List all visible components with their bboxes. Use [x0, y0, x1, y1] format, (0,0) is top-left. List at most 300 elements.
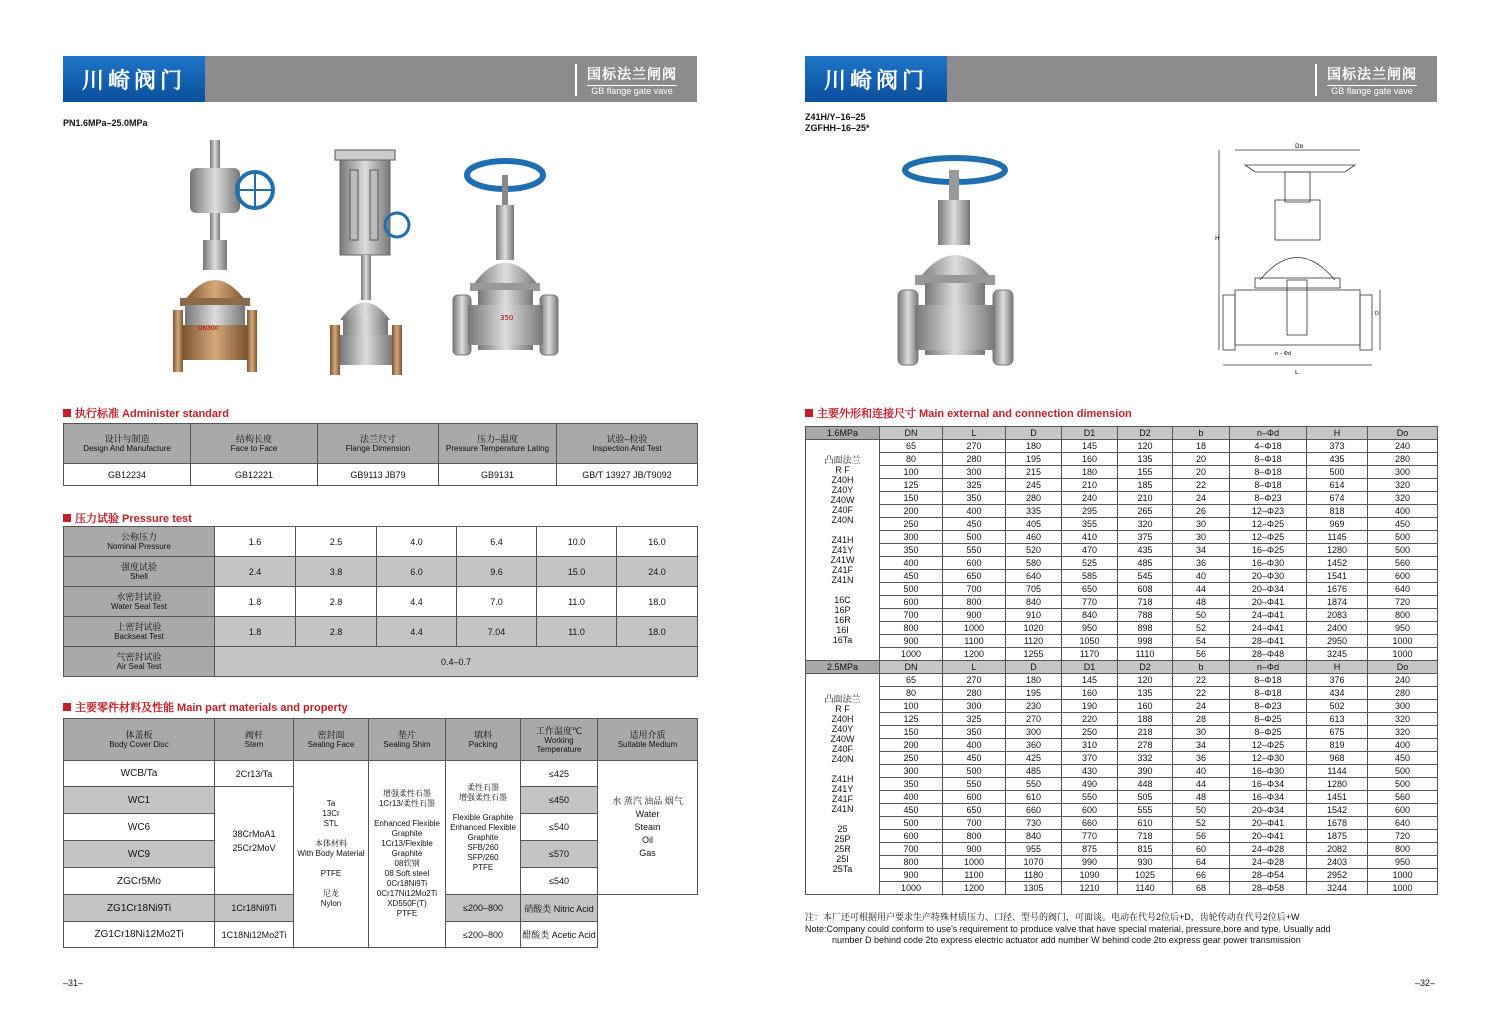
dimension-cell: 150 [880, 492, 943, 505]
dimension-cell: 20–Φ41 [1230, 830, 1307, 843]
dimension-cell: 650 [943, 804, 1006, 817]
dimension-cell: 400 [1368, 505, 1438, 518]
dimension-cell: 800 [1368, 609, 1438, 622]
pressure-value: 6.4 [457, 527, 537, 557]
dimension-cell: 405 [1006, 518, 1062, 531]
dimension-cell: 64 [1173, 856, 1230, 869]
dimension-cell: 373 [1307, 440, 1368, 453]
dimension-cell: 840 [1006, 596, 1062, 609]
standard-header-cell [191, 424, 318, 464]
dimension-cell: 400 [880, 557, 943, 570]
dimension-cell: 360 [1006, 739, 1062, 752]
catalog-section-title [1315, 64, 1417, 96]
dimension-row [806, 739, 1438, 752]
dimension-cell: 20–Φ41 [1230, 817, 1307, 830]
body-material: WC9 [64, 841, 215, 868]
dimension-cell: 600 [943, 557, 1006, 570]
dimension-row [806, 778, 1438, 791]
working-temperature: ≤425 [521, 761, 598, 787]
label-en: Water Seal Test [110, 602, 168, 611]
dimension-cell: 80 [880, 687, 943, 700]
pressure-value: 2.8 [296, 587, 377, 617]
drawing-label: n – Φd [1275, 351, 1291, 357]
standard-value: GB9131 [439, 464, 557, 486]
dimension-cell: 585 [1062, 570, 1118, 583]
header-en: Flange Dimension [345, 444, 411, 453]
dimension-cell: 350 [880, 544, 943, 557]
pressure-value: 18.0 [617, 617, 698, 647]
bullet-square-icon [63, 703, 71, 711]
dimension-cell: 48 [1173, 791, 1230, 804]
dimension-cell: 640 [1368, 583, 1438, 596]
header-cn: 结构长度 [235, 434, 272, 444]
dimension-row [806, 648, 1438, 661]
dimension-row [806, 856, 1438, 869]
dimension-cell: 250 [880, 752, 943, 765]
dimension-cell: 705 [1006, 583, 1062, 596]
dimension-table [805, 426, 1438, 895]
standard-value-row [64, 464, 698, 486]
dimension-row [806, 843, 1438, 856]
dimension-cell: 280 [943, 687, 1006, 700]
dimension-cell: 250 [1062, 726, 1118, 739]
dimension-cell: 1210 [1062, 882, 1118, 895]
dimension-cell: 950 [1368, 622, 1438, 635]
dimension-cell: 40 [1173, 765, 1230, 778]
dimension-row [806, 544, 1438, 557]
dimension-cell: 12–Φ25 [1230, 531, 1307, 544]
dimension-cell: 1090 [1062, 869, 1118, 882]
dimension-row [806, 453, 1438, 466]
dimension-cell: 120 [1118, 440, 1173, 453]
right-header-bar [805, 56, 1437, 102]
dimension-cell: 1451 [1307, 791, 1368, 804]
dimension-cell: 614 [1307, 479, 1368, 492]
dimension-cell: 370 [1062, 752, 1118, 765]
drawing-label: Do [1295, 143, 1304, 150]
pressure-value: 15.0 [537, 557, 617, 587]
dimension-cell: 325 [943, 479, 1006, 492]
dimension-cell: 30 [1173, 726, 1230, 739]
dimension-cell: 1452 [1307, 557, 1368, 570]
dimension-cell: 1100 [943, 869, 1006, 882]
dimension-row [806, 726, 1438, 739]
dimension-cell: 65 [880, 440, 943, 453]
dimension-cell: 550 [1062, 791, 1118, 804]
dimension-cell: 325 [943, 713, 1006, 726]
dimension-cell: 660 [1062, 817, 1118, 830]
dimension-cell: 160 [1062, 687, 1118, 700]
dimension-cell: 600 [880, 830, 943, 843]
header-cn: 压力–温度 [476, 434, 518, 444]
dimension-cell: 320 [1368, 726, 1438, 739]
dimension-cell: 350 [943, 726, 1006, 739]
dimension-cell: 610 [1006, 791, 1062, 804]
dimension-cell: 300 [943, 466, 1006, 479]
pressure-row-label [64, 647, 215, 677]
label-en: Nominal Pressure [107, 542, 171, 551]
header-cn: 适用介质 [629, 730, 666, 740]
working-temperature: ≤450 [521, 787, 598, 814]
valve-photo-pneumatic [325, 145, 415, 380]
dimension-cell: 900 [943, 843, 1006, 856]
dimension-row [806, 570, 1438, 583]
dimension-cell: 240 [1062, 492, 1118, 505]
working-temperature: ≤200–800 [446, 922, 521, 948]
materials-row [64, 761, 698, 787]
dimension-cell: 1110 [1118, 648, 1173, 661]
dimension-cell: 320 [1118, 518, 1173, 531]
dimension-cell: 80 [880, 453, 943, 466]
section-title-en: GB flange gate vave [1327, 85, 1417, 96]
dimension-cell: 22 [1173, 479, 1230, 492]
dimension-cell: 8–Φ25 [1230, 713, 1307, 726]
dimension-cell: 350 [943, 492, 1006, 505]
dimension-cell: 210 [1062, 479, 1118, 492]
dimension-cell: 425 [1006, 752, 1062, 765]
dimension-cell: 660 [1006, 804, 1062, 817]
materials-header-cell [215, 719, 294, 761]
dimension-title-text: 主要外形和连接尺寸 Main external and connection dimension [817, 408, 1132, 420]
pressure-row [64, 647, 698, 677]
dimension-section-title [805, 405, 1132, 421]
packing-material: 柔性石墨 增强柔性石墨 Flexible Graphite Enhanced Flexible Graphite SFB/260 SFP/260 PTFE [446, 761, 521, 895]
dimension-cell: 8–Φ18 [1230, 479, 1307, 492]
dimension-cell: 550 [943, 544, 1006, 557]
standard-header-cell [439, 424, 557, 464]
dimension-cell: 950 [1368, 856, 1438, 869]
header-en: Stem [244, 740, 264, 749]
dimension-cell: 600 [1368, 570, 1438, 583]
pressure-value: 18.0 [617, 587, 698, 617]
pressure-value: 1.6 [215, 527, 296, 557]
dimension-cell: 2952 [1307, 869, 1368, 882]
dimension-cell: 650 [943, 570, 1006, 583]
dimension-cell: 545 [1118, 570, 1173, 583]
dimension-cell: 16–Φ25 [1230, 544, 1307, 557]
dimension-row [806, 674, 1438, 687]
dimension-cell: 1050 [1062, 635, 1118, 648]
pressure-value: 7.0 [457, 587, 537, 617]
dimension-cell: 400 [880, 791, 943, 804]
bullet-square-icon [63, 514, 71, 522]
pressure-value: 2.8 [296, 617, 377, 647]
dimension-row [806, 687, 1438, 700]
stem-material: 1C18Ni12Mo2Ti [215, 922, 294, 948]
pressure-class: 1.6MPa [806, 427, 880, 440]
dimension-cell: 600 [943, 791, 1006, 804]
dimension-cell: 1000 [943, 856, 1006, 869]
dimension-cell: 320 [1368, 479, 1438, 492]
dimension-cell: 20–Φ30 [1230, 570, 1307, 583]
dimension-row [806, 804, 1438, 817]
body-material: WC1 [64, 787, 215, 814]
dimension-cell: 2083 [1307, 609, 1368, 622]
model-list: 凸面法兰 R F Z40H Z40Y Z40W Z40F Z40N Z41H Z41Y Z41W Z41F Z41N 16C 16P 16R 16I 16Ta [806, 440, 880, 661]
dimension-cell: 245 [1006, 479, 1062, 492]
dimension-cell: 1180 [1006, 869, 1062, 882]
dimension-cell: 640 [1006, 570, 1062, 583]
dimension-cell: 8–Φ23 [1230, 492, 1307, 505]
dimension-cell: 955 [1006, 843, 1062, 856]
dimension-cell: 788 [1118, 609, 1173, 622]
dimension-cell: 20–Φ34 [1230, 804, 1307, 817]
column-header: D2 [1118, 661, 1173, 674]
dimension-cell: 815 [1118, 843, 1173, 856]
dimension-cell: 840 [1062, 609, 1118, 622]
body-material: ZG1Cr18Ni12Mo2Ti [64, 922, 215, 948]
dimension-row [806, 505, 1438, 518]
bullet-square-icon [805, 409, 813, 417]
pressure-section-title [63, 510, 192, 526]
sealing-shim-material: 增强柔性石墨 1Cr13/柔性石墨 Enhanced Flexible Graphite 1Cr13/Flexible Graphite 08软钢 08 Soft steel 0Cr18Ni9Ti 0Cr17Ni12Mo2Ti XD550F(T) PTFE [369, 761, 446, 948]
dimension-cell: 500 [880, 817, 943, 830]
dimension-cell: 400 [943, 739, 1006, 752]
dimension-cell: 610 [1118, 817, 1173, 830]
dimension-cell: 40 [1173, 570, 1230, 583]
header-cn: 垫片 [397, 730, 416, 740]
dimension-cell: 485 [1118, 557, 1173, 570]
dimension-cell: 580 [1006, 557, 1062, 570]
pressure-value: 1.8 [215, 587, 296, 617]
dimension-cell: 990 [1062, 856, 1118, 869]
pressure-value: 16.0 [617, 527, 698, 557]
dimension-cell: 270 [1006, 713, 1062, 726]
dimension-cell: 24 [1173, 700, 1230, 713]
dimension-row [806, 479, 1438, 492]
dimension-cell: 24–Φ41 [1230, 622, 1307, 635]
dimension-cell: 30 [1173, 518, 1230, 531]
valve-photo-handwheel [448, 155, 563, 380]
dimension-cell: 36 [1173, 752, 1230, 765]
pressure-title-text: 压力试验 Pressure test [75, 513, 192, 525]
standard-section-title [63, 405, 229, 421]
dimension-cell: 12–Φ25 [1230, 518, 1307, 531]
dimension-cell: 434 [1307, 687, 1368, 700]
dimension-cell: 295 [1062, 505, 1118, 518]
dimension-cell: 26 [1173, 505, 1230, 518]
note-en-line1: Note:Company could conform to use's requirement to produce valve that have special material, pressure,bore and type. Usually add [805, 924, 1331, 934]
dimension-cell: 16–Φ30 [1230, 557, 1307, 570]
header-en: Pressure Temperature Lating [445, 444, 550, 453]
materials-title-text: 主要零件材料及性能 Main part materials and property [75, 702, 348, 714]
dimension-cell: 65 [880, 674, 943, 687]
dimension-row [806, 531, 1438, 544]
column-header: H [1307, 661, 1368, 674]
dimension-cell: 2403 [1307, 856, 1368, 869]
dimension-cell: 188 [1118, 713, 1173, 726]
dimension-cell: 900 [880, 635, 943, 648]
materials-header-cell [521, 719, 598, 761]
dimension-cell: 376 [1307, 674, 1368, 687]
dimension-cell: 1676 [1307, 583, 1368, 596]
materials-header-cell [294, 719, 369, 761]
column-header: b [1173, 427, 1230, 440]
dimension-cell: 300 [1368, 466, 1438, 479]
dimension-cell: 998 [1118, 635, 1173, 648]
dimension-cell: 16–Φ34 [1230, 791, 1307, 804]
dimension-cell: 145 [1062, 440, 1118, 453]
dimension-cell: 1140 [1118, 882, 1173, 895]
dimension-header-row [806, 427, 1438, 440]
dimension-cell: 800 [880, 856, 943, 869]
dimension-cell: 550 [1006, 778, 1062, 791]
body-material: WC6 [64, 814, 215, 841]
dimension-cell: 300 [880, 531, 943, 544]
pressure-row [64, 527, 698, 557]
dimension-cell: 613 [1307, 713, 1368, 726]
dimension-cell: 800 [880, 622, 943, 635]
standard-value: GB9113 JB79 [318, 464, 439, 486]
standard-header-cell [64, 424, 191, 464]
dimension-cell: 8–Φ18 [1230, 687, 1307, 700]
dimension-cell: 160 [1118, 700, 1173, 713]
dimension-cell: 36 [1173, 557, 1230, 570]
pressure-value: 3.8 [296, 557, 377, 587]
pressure-value: 2.4 [215, 557, 296, 587]
dimension-row [806, 622, 1438, 635]
dimension-cell: 12–Φ25 [1230, 739, 1307, 752]
stem-material: 38CrMoA1 25Cr2MoV [215, 787, 294, 895]
dimension-cell: 50 [1173, 609, 1230, 622]
suitable-medium: 醋酸类 Acetic Acid [521, 922, 598, 948]
dimension-cell: 1255 [1006, 648, 1062, 661]
dimension-row [806, 557, 1438, 570]
dimension-cell: 300 [943, 700, 1006, 713]
brand-logo: 川崎阀门 [805, 56, 947, 102]
stem-material: 2Cr13/Ta [215, 761, 294, 787]
air-seal-value: 0.4–0.7 [215, 647, 698, 677]
dimension-cell: 1020 [1006, 622, 1062, 635]
dimension-cell: 355 [1062, 518, 1118, 531]
dimension-cell: 840 [1006, 830, 1062, 843]
valve-photo-handwheel-large [893, 155, 1018, 370]
dimension-cell: 718 [1118, 830, 1173, 843]
dimension-row [806, 713, 1438, 726]
drawing-label: H [1215, 235, 1220, 242]
dimension-cell: 12–Φ23 [1230, 505, 1307, 518]
dimension-cell: 270 [943, 674, 1006, 687]
pressure-test-table [63, 526, 698, 677]
column-header: DN [880, 427, 943, 440]
dimension-cell: 898 [1118, 622, 1173, 635]
dimension-cell: 220 [1062, 713, 1118, 726]
pressure-value: 11.0 [537, 617, 617, 647]
dimension-cell: 22 [1173, 674, 1230, 687]
dimension-row [806, 791, 1438, 804]
dimension-cell: 700 [880, 609, 943, 622]
dimension-cell: 28 [1173, 713, 1230, 726]
header-cn: 法兰尺寸 [359, 434, 396, 444]
dimension-cell: 1070 [1006, 856, 1062, 869]
dimension-cell: 1170 [1062, 648, 1118, 661]
valve-technical-drawing [1215, 140, 1390, 380]
label-cn: 上密封试验 [116, 622, 162, 632]
materials-header-cell [64, 719, 215, 761]
pressure-row-label [64, 527, 215, 557]
dimension-cell: 490 [1062, 778, 1118, 791]
dimension-cell: 720 [1368, 596, 1438, 609]
dimension-cell: 2400 [1307, 622, 1368, 635]
pressure-value: 10.0 [537, 527, 617, 557]
dimension-cell: 218 [1118, 726, 1173, 739]
dimension-cell: 145 [1062, 674, 1118, 687]
dimension-cell: 135 [1118, 453, 1173, 466]
dimension-cell: 56 [1173, 830, 1230, 843]
dimension-cell: 600 [880, 596, 943, 609]
dimension-cell: 450 [1368, 518, 1438, 531]
dimension-cell: 400 [1368, 739, 1438, 752]
dimension-cell: 16–Φ30 [1230, 765, 1307, 778]
svg-text:DN300: DN300 [198, 325, 219, 332]
model-codes: Z41H/Y–16–25 ZGFHH–16–25* [805, 112, 870, 133]
dimension-cell: 20 [1173, 453, 1230, 466]
materials-header-cell [369, 719, 446, 761]
dimension-cell: 450 [880, 804, 943, 817]
dimension-cell: 450 [880, 570, 943, 583]
dimension-cell: 600 [1062, 804, 1118, 817]
dimension-cell: 1200 [943, 882, 1006, 895]
dimension-cell: 1120 [1006, 635, 1062, 648]
label-cn: 强度试验 [120, 562, 157, 572]
column-header: n–Φd [1230, 661, 1307, 674]
dimension-cell: 1000 [1368, 635, 1438, 648]
dimension-cell: 190 [1062, 700, 1118, 713]
dimension-cell: 60 [1173, 843, 1230, 856]
dimension-cell: 332 [1118, 752, 1173, 765]
dimension-cell: 3245 [1307, 648, 1368, 661]
pressure-value: 9.6 [457, 557, 537, 587]
dimension-cell: 525 [1062, 557, 1118, 570]
dimension-cell: 819 [1307, 739, 1368, 752]
dimension-cell: 1000 [1368, 882, 1438, 895]
dimension-cell: 34 [1173, 739, 1230, 752]
dimension-cell: 410 [1062, 531, 1118, 544]
dimension-cell: 34 [1173, 544, 1230, 557]
dimension-cell: 448 [1118, 778, 1173, 791]
dimension-cell: 3244 [1307, 882, 1368, 895]
dimension-cell: 800 [943, 830, 1006, 843]
header-cn: 密封面 [317, 730, 345, 740]
sealing-face-material: Ta 13Cr STL 本体材料 With Body Material PTFE 尼龙 Nylon [294, 761, 369, 948]
brand-logo: 川崎阀门 [63, 56, 205, 102]
dimension-cell: 640 [1368, 817, 1438, 830]
header-en: Body Cover Disc [109, 740, 169, 749]
pressure-value: 6.0 [377, 557, 457, 587]
working-temperature: ≤540 [521, 868, 598, 895]
working-temperature: ≤540 [521, 814, 598, 841]
dimension-cell: 1200 [943, 648, 1006, 661]
dimension-row [806, 869, 1438, 882]
column-header: D1 [1062, 427, 1118, 440]
dimension-cell: 280 [1368, 687, 1438, 700]
dimension-cell: 500 [1368, 544, 1438, 557]
dimension-row [806, 635, 1438, 648]
dimension-row [806, 440, 1438, 453]
dimension-cell: 28–Φ48 [1230, 648, 1307, 661]
dimension-cell: 1000 [1368, 869, 1438, 882]
dimension-cell: 720 [1368, 830, 1438, 843]
dimension-cell: 1025 [1118, 869, 1173, 882]
pressure-value: 1.8 [215, 617, 296, 647]
dimension-cell: 180 [1006, 440, 1062, 453]
dimension-cell: 800 [1368, 843, 1438, 856]
materials-section-title [63, 699, 348, 715]
pressure-row [64, 617, 698, 647]
dimension-cell: 675 [1307, 726, 1368, 739]
dimension-cell: 230 [1006, 700, 1062, 713]
column-header: b [1173, 661, 1230, 674]
